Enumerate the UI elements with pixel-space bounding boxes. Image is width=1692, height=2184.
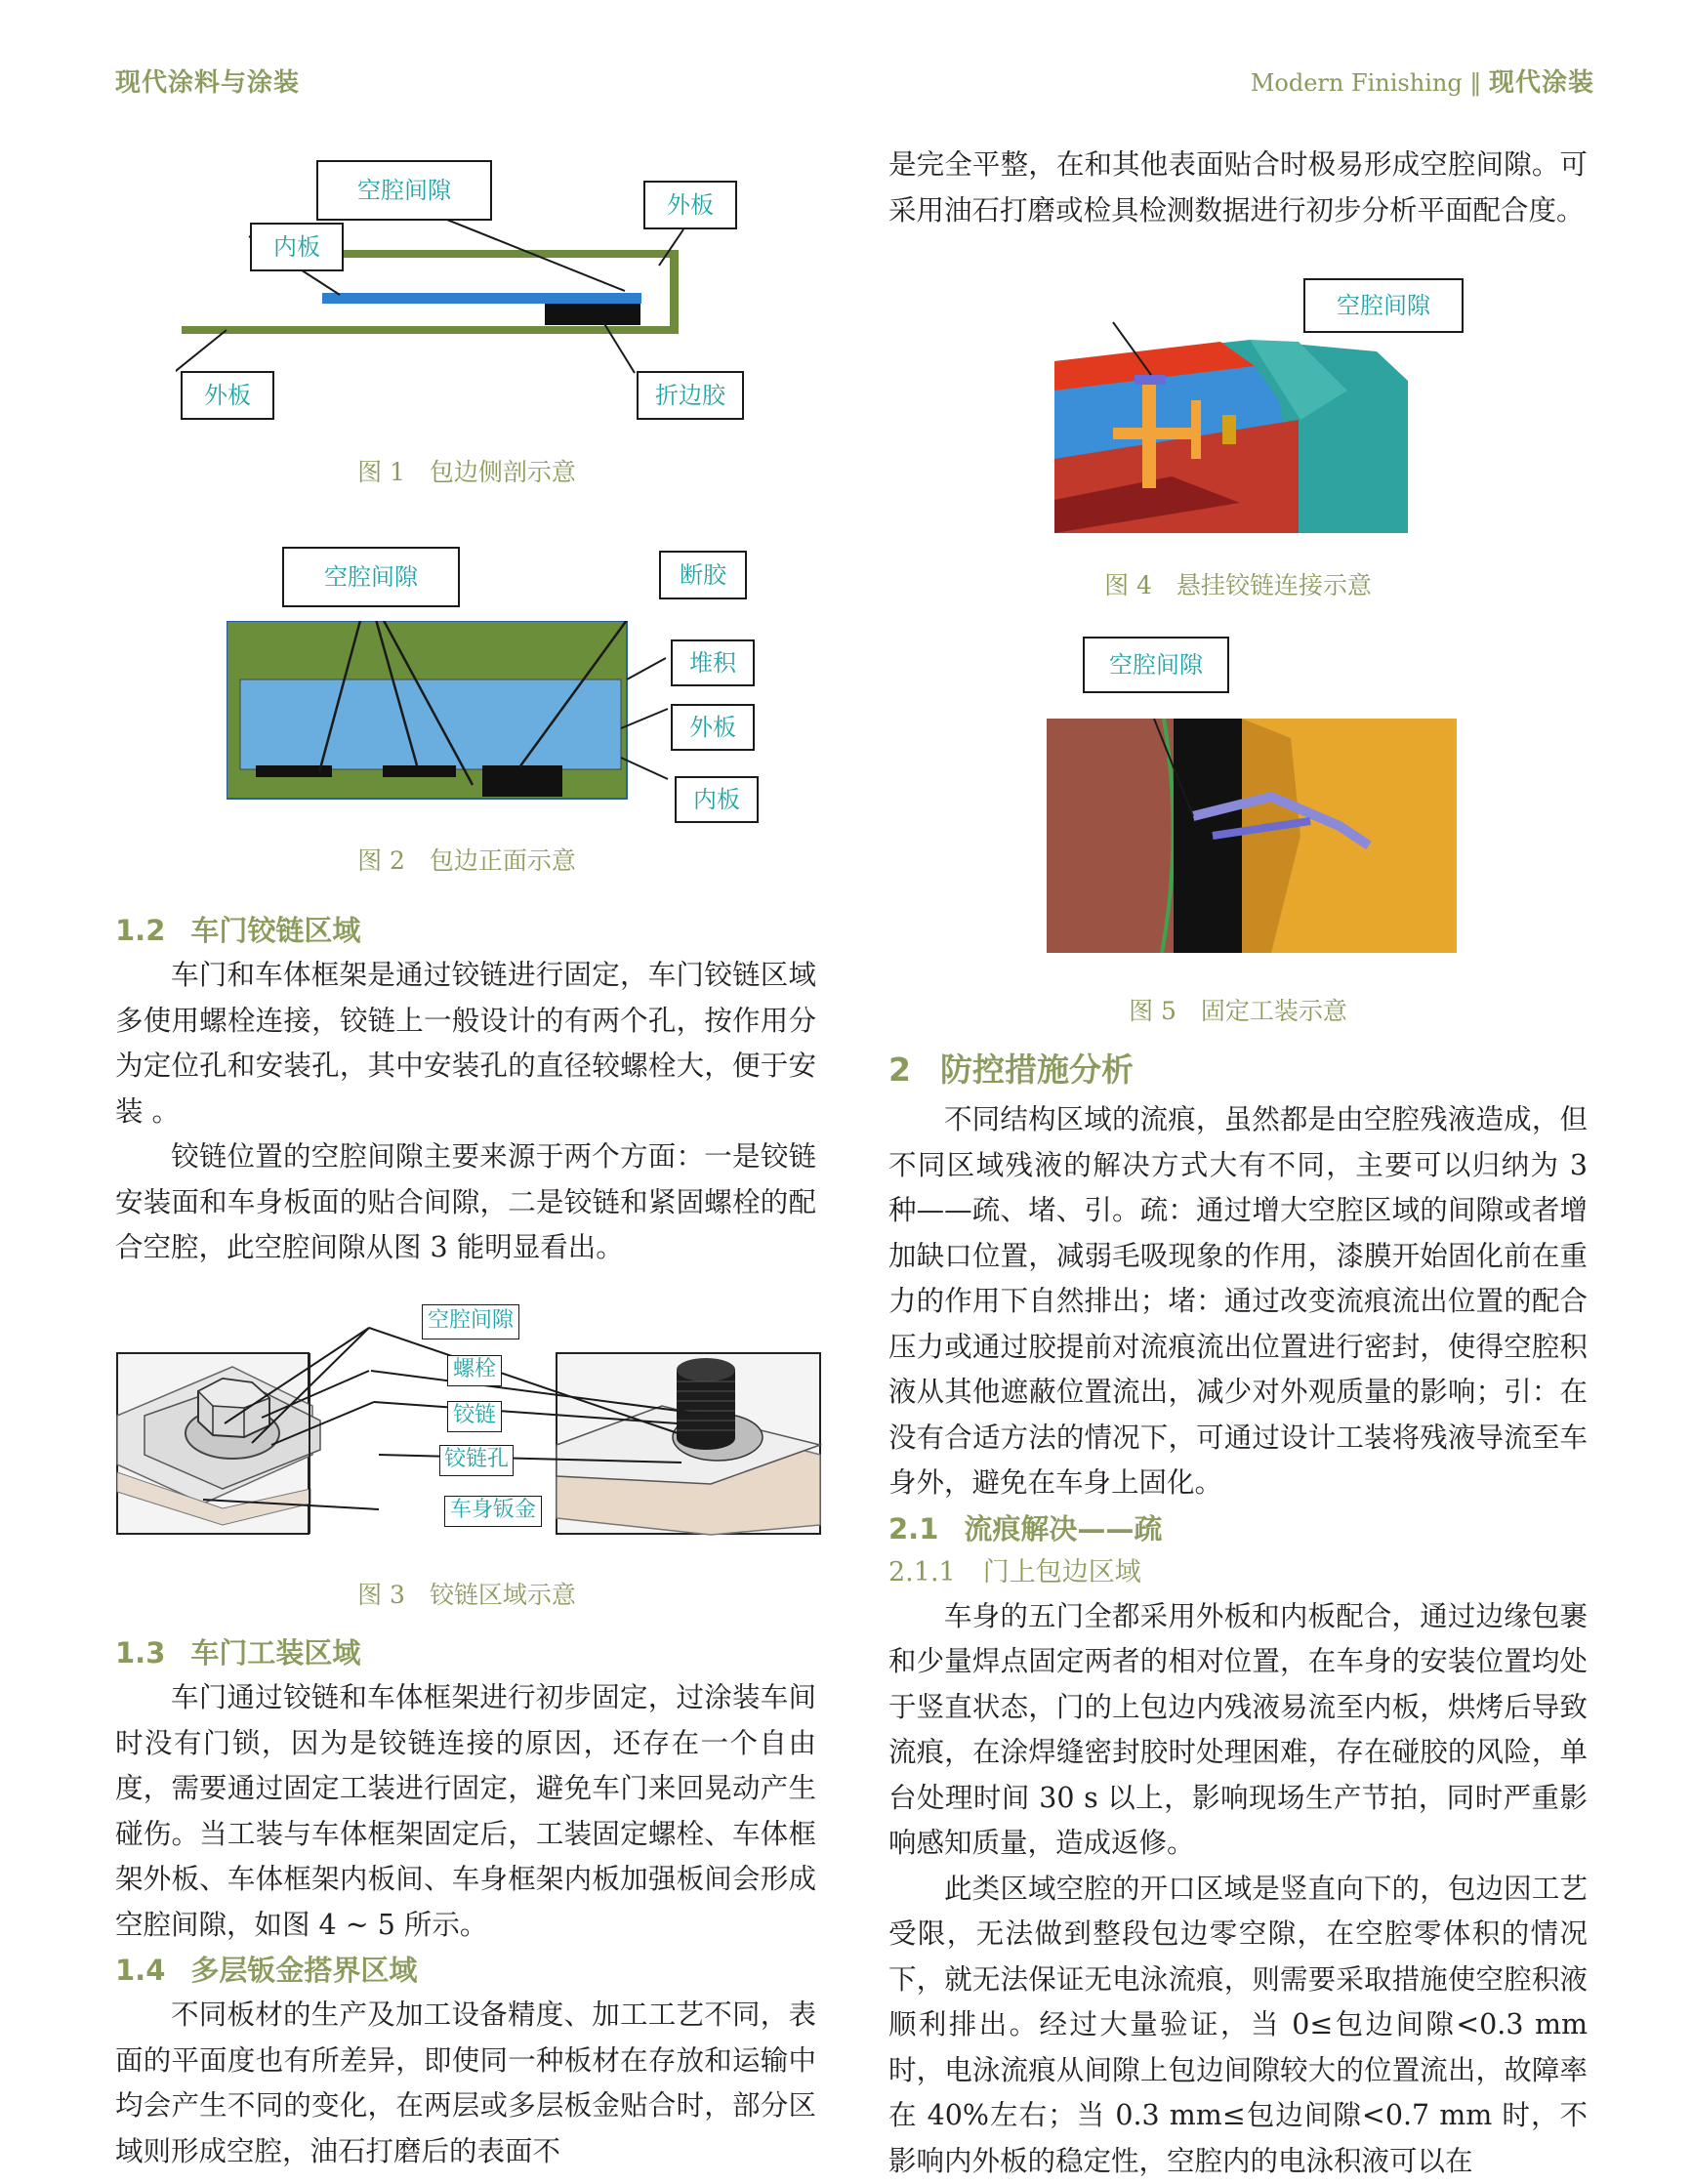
right-column-top [888, 143, 1588, 233]
figure-5-drawing [1047, 719, 1457, 953]
fig2-label-inner: 内板 [675, 776, 759, 823]
figure-2-drawing [227, 621, 744, 804]
fig4-caption: 图 4 悬挂铰链连接示意 [888, 566, 1588, 601]
section-1-4-heading: 1.4 多层钣金搭界区域 [115, 1948, 816, 1993]
right-column-lower [888, 1043, 1588, 2184]
journal-name-right [1251, 62, 1594, 99]
fig1-label-gap: 空腔间隙 [316, 160, 492, 221]
section-2-1-1-heading: 2.1.1 门上包边区域 [888, 1551, 1588, 1594]
fig3-label-hinge: 铰链 [447, 1401, 502, 1432]
fig3-label-gap: 空腔间隙 [422, 1304, 519, 1339]
left-column-lower [115, 1630, 816, 2174]
fig1-label-glue: 折边胶 [637, 371, 744, 420]
left-column-upper [115, 908, 816, 1271]
fig3-caption: 图 3 铰链区域示意 [115, 1576, 818, 1611]
fig2-label-outer: 外板 [671, 704, 755, 751]
journal-name-left: 现代涂料与涂装 [115, 62, 300, 99]
left-paragraph-2: 铰链位置的空腔间隙主要来源于两个方面：一是铰链安装面和车身板面的贴合间隙，二是铰链和紧固螺栓的配合空腔，此空腔间隙从图 3 能明显看出。 [115, 1134, 816, 1271]
right-paragraph-2: 车身的五门全都采用外板和内板配合，通过边缘包裹和少量焊点固定两者的相对位置，在车身的安装位置均处于竖直状态，门的上包边内残液易流至内板，烘烤后导致流痕，在涂焊缝密封胶时处理困难，存在碰胶的风险，单台处理时间 30 s 以上，影响现场生产节拍，同时严重影响感知质量，造成返修。 [888, 1594, 1588, 1867]
fig1-label-outer-top: 外板 [643, 181, 737, 229]
fig4-label-gap: 空腔间隙 [1303, 278, 1464, 333]
left-paragraph-1: 车门和车体框架是通过铰链进行固定，车门铰链区域多使用螺栓连接，铰链上一般设计的有两个孔，按作用分为定位孔和安装孔，其中安装孔的直径较螺栓大，便于安装 。 [115, 953, 816, 1134]
fig1-caption: 图 1 包边侧剖示意 [115, 453, 818, 488]
fig2-label-break: 断胶 [659, 551, 747, 599]
right-paragraph-1: 不同结构区域的流痕，虽然都是由空腔残液造成，但不同区域残液的解决方式大有不同，主要可以归纳为 3 种——疏、堵、引。疏：通过增大空腔区域的间隙或者增加缺口位置，减弱毛吸现象的作用，漆膜开始固化前在重力的作用下自然排出；堵：通过改变流痕流出位置的配合压力或通过胶提前对流痕流出位置进行密封，使得空腔积液从其他遮蔽位置流出，减少对外观质量的影响；引：在没有合适方法的情况下，可通过设计工装将残液导流至车身外，避免在车身上固化。 [888, 1097, 1588, 1506]
fig5-caption: 图 5 固定工装示意 [888, 992, 1588, 1027]
section-1-2-heading: 1.2 车门铰链区域 [115, 908, 816, 953]
fig3-label-hole: 铰链孔 [439, 1445, 514, 1476]
fig5-label-gap: 空腔间隙 [1083, 637, 1229, 693]
fig1-label-outer-bottom: 外板 [181, 371, 274, 420]
section-1-3-heading: 1.3 车门工装区域 [115, 1630, 816, 1675]
right-paragraph-0: 是完全平整，在和其他表面贴合时极易形成空腔间隙。可采用油石打磨或检具检测数据进行初步分析平面配合度。 [888, 143, 1588, 233]
right-paragraph-3: 此类区域空腔的开口区域是竖直向下的，包边因工艺受限，无法做到整段包边零空隙，在空腔零体积的情况下，就无法保证无电泳流痕，则需要采取措施使空腔积液顺利排出。经过大量验证，当 0≤包边间隙<0.3 mm 时，电泳流痕从间隙上包边间隙较大的位置流出，故障率在 40%左右；当 0.3 mm≤包边间隙<0.7 mm 时，不影响内外板的稳定性，空腔内的电泳积液可以在 [888, 1867, 1588, 2184]
fig1-label-inner: 内板 [250, 223, 344, 271]
fig3-label-bolt: 螺栓 [447, 1355, 502, 1386]
journal-name-en: Modern Finishing [1251, 69, 1463, 97]
fig2-label-pile: 堆积 [671, 639, 755, 686]
fig2-label-gap: 空腔间隙 [282, 547, 460, 607]
fig2-caption: 图 2 包边正面示意 [115, 842, 818, 877]
left-paragraph-3: 车门通过铰链和车体框架进行初步固定，过涂装车间时没有门锁，因为是铰链连接的原因，还存在一个自由度，需要通过固定工装进行固定，避免车门来回晃动产生碰伤。当工装与车体框架固定后，工装固定螺栓、车体框架外板、车体框架内板间、车身框架内板加强板间会形成空腔间隙，如图 4 ~ 5 所示。 [115, 1675, 816, 1948]
journal-name-cn: 现代涂装 [1489, 68, 1594, 98]
section-2-heading: 2 防控措施分析 [888, 1043, 1588, 1097]
fig3-label-body: 车身钣金 [444, 1496, 542, 1527]
header-separator: ‖ [1469, 69, 1481, 97]
left-paragraph-4: 不同板材的生产及加工设备精度、加工工艺不同，表面的平面度也有所差异，即使同一种板材在存放和运输中均会产生不同的变化，在两层或多层板金贴合时，部分区域则形成空腔，油石打磨后的表面不 [115, 1993, 816, 2174]
section-2-1-heading: 2.1 流痕解决——疏 [888, 1506, 1588, 1551]
